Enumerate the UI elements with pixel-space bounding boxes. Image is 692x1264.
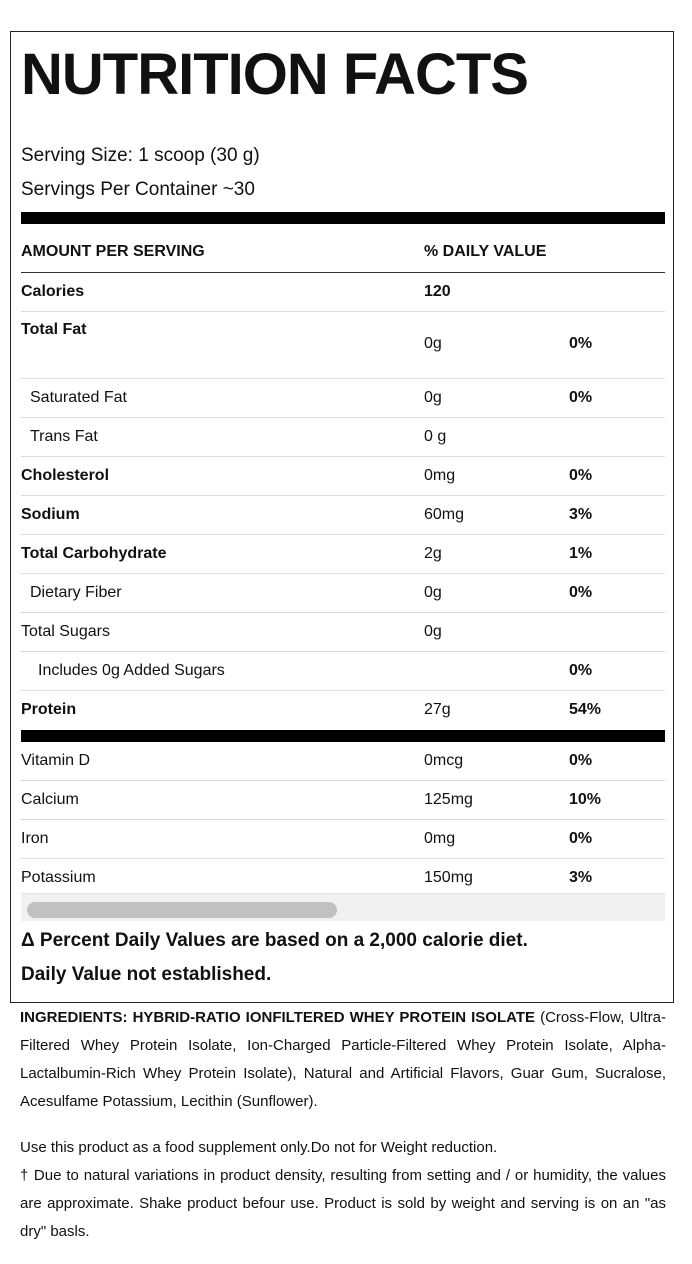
table-row [21,820,665,859]
ingredients-text: (Cross-Flow, Ultra-Filtered Whey Protein Isolate, Ion-Charged Particle-Filtered Whey Protein Isolate, Alpha-Lactalbumin-Rich Whey Protein Isolate), Natural and Artificial Flavors, Guar Gum, Sucralose, Acesulfame Potassium, Lecithin (Sunflower). [20,1009,666,1110]
vitamin-amount: 150mg [424,869,473,886]
vitamin-name: Vitamin D [21,752,91,769]
scrollbar-thumb[interactable] [27,902,337,918]
vitamin-name: Calcium [21,791,79,808]
nutrient-name: Dietary Fiber [30,584,122,601]
thick-divider [21,212,665,224]
table-row [21,613,665,652]
nutrient-dv: 0% [569,467,593,484]
footnote-daily-values: Δ Percent Daily Values are based on a 2,000 calorie diet. [21,930,528,951]
vitamin-amount: 0mcg [424,752,464,769]
vitamin-amount: 125mg [424,791,473,808]
table-row [21,379,665,418]
daily-value-header: % DAILY VALUE [424,243,547,260]
nutrient-dv: 54% [569,701,602,718]
table-row [21,652,665,691]
thick-divider [21,730,665,742]
table-row [21,457,665,496]
nutrient-name: Includes 0g Added Sugars [38,662,225,679]
table-row [21,496,665,535]
nutrient-amount: 60mg [424,506,465,523]
nutrient-name: Total Carbohydrate [21,545,167,562]
nutrient-name: Sodium [21,506,80,523]
ingredients-label: INGREDIENTS: HYBRID-RATIO IONFILTERED WHEY PROTEIN ISOLATE [20,1009,536,1026]
nutrient-dv: 3% [569,506,593,523]
footnote-not-established: Daily Value not established. [21,964,272,985]
vitamin-name: Potassium [21,869,96,886]
vitamin-dv: 10% [569,791,602,808]
table-row [21,273,665,312]
serving-size: Serving Size: 1 scoop (30 g) [21,145,260,166]
nutrient-name: Calories [21,283,85,300]
nutrient-dv: 0% [569,662,593,679]
usage-note: Use this product as a food supplement only.Do not for Weight reduction. [20,1139,498,1156]
table-row [21,691,665,730]
vitamin-dv: 3% [569,869,593,886]
nutrient-name: Total Sugars [21,623,110,640]
nutrient-amount: 0g [424,584,442,601]
nutrient-name: Saturated Fat [30,389,127,406]
page-title: NUTRITION FACTS [21,42,528,107]
nutrition-facts-panel [10,31,674,1003]
vitamin-name: Iron [21,830,49,847]
table-row [21,781,665,820]
nutrient-amount: 0g [424,623,442,640]
vitamin-dv: 0% [569,752,593,769]
nutrient-amount: 0g [424,389,442,406]
nutrient-amount: 0 g [424,428,447,445]
nutrient-name: Total Fat [21,321,87,338]
nutrient-amount: 2g [424,545,442,562]
nutrient-dv: 0% [569,335,593,352]
nutrient-amount: 0mg [424,467,456,484]
table-row [21,418,665,457]
nutrient-dv: 0% [569,584,593,601]
variation-note: † Due to natural variations in product density, resulting from setting and / or humidity, the values are approximate. Shake product befour use. Product is sold by weight and serving is on an "as dry" basls. [20,1167,666,1240]
servings-per-container: Servings Per Container ~30 [21,179,255,200]
table-row [21,312,665,379]
horizontal-scrollbar[interactable] [21,893,665,921]
vitamin-amount: 0mg [424,830,456,847]
table-row [21,742,665,781]
nutrient-amount: 0g [424,335,442,352]
nutrient-table [21,273,665,898]
table-row [21,535,665,574]
nutrient-name: Cholesterol [21,467,110,484]
nutrient-amount: 120 [424,283,451,300]
table-row [21,574,665,613]
amount-per-serving-header: AMOUNT PER SERVING [21,243,205,260]
nutrient-name: Trans Fat [30,428,98,445]
vitamin-dv: 0% [569,830,593,847]
nutrient-dv: 1% [569,545,593,562]
nutrient-amount: 27g [424,701,451,718]
nutrient-dv: 0% [569,389,593,406]
ingredients [20,1004,666,1116]
table-header [21,242,665,273]
nutrient-name: Protein [21,701,77,718]
